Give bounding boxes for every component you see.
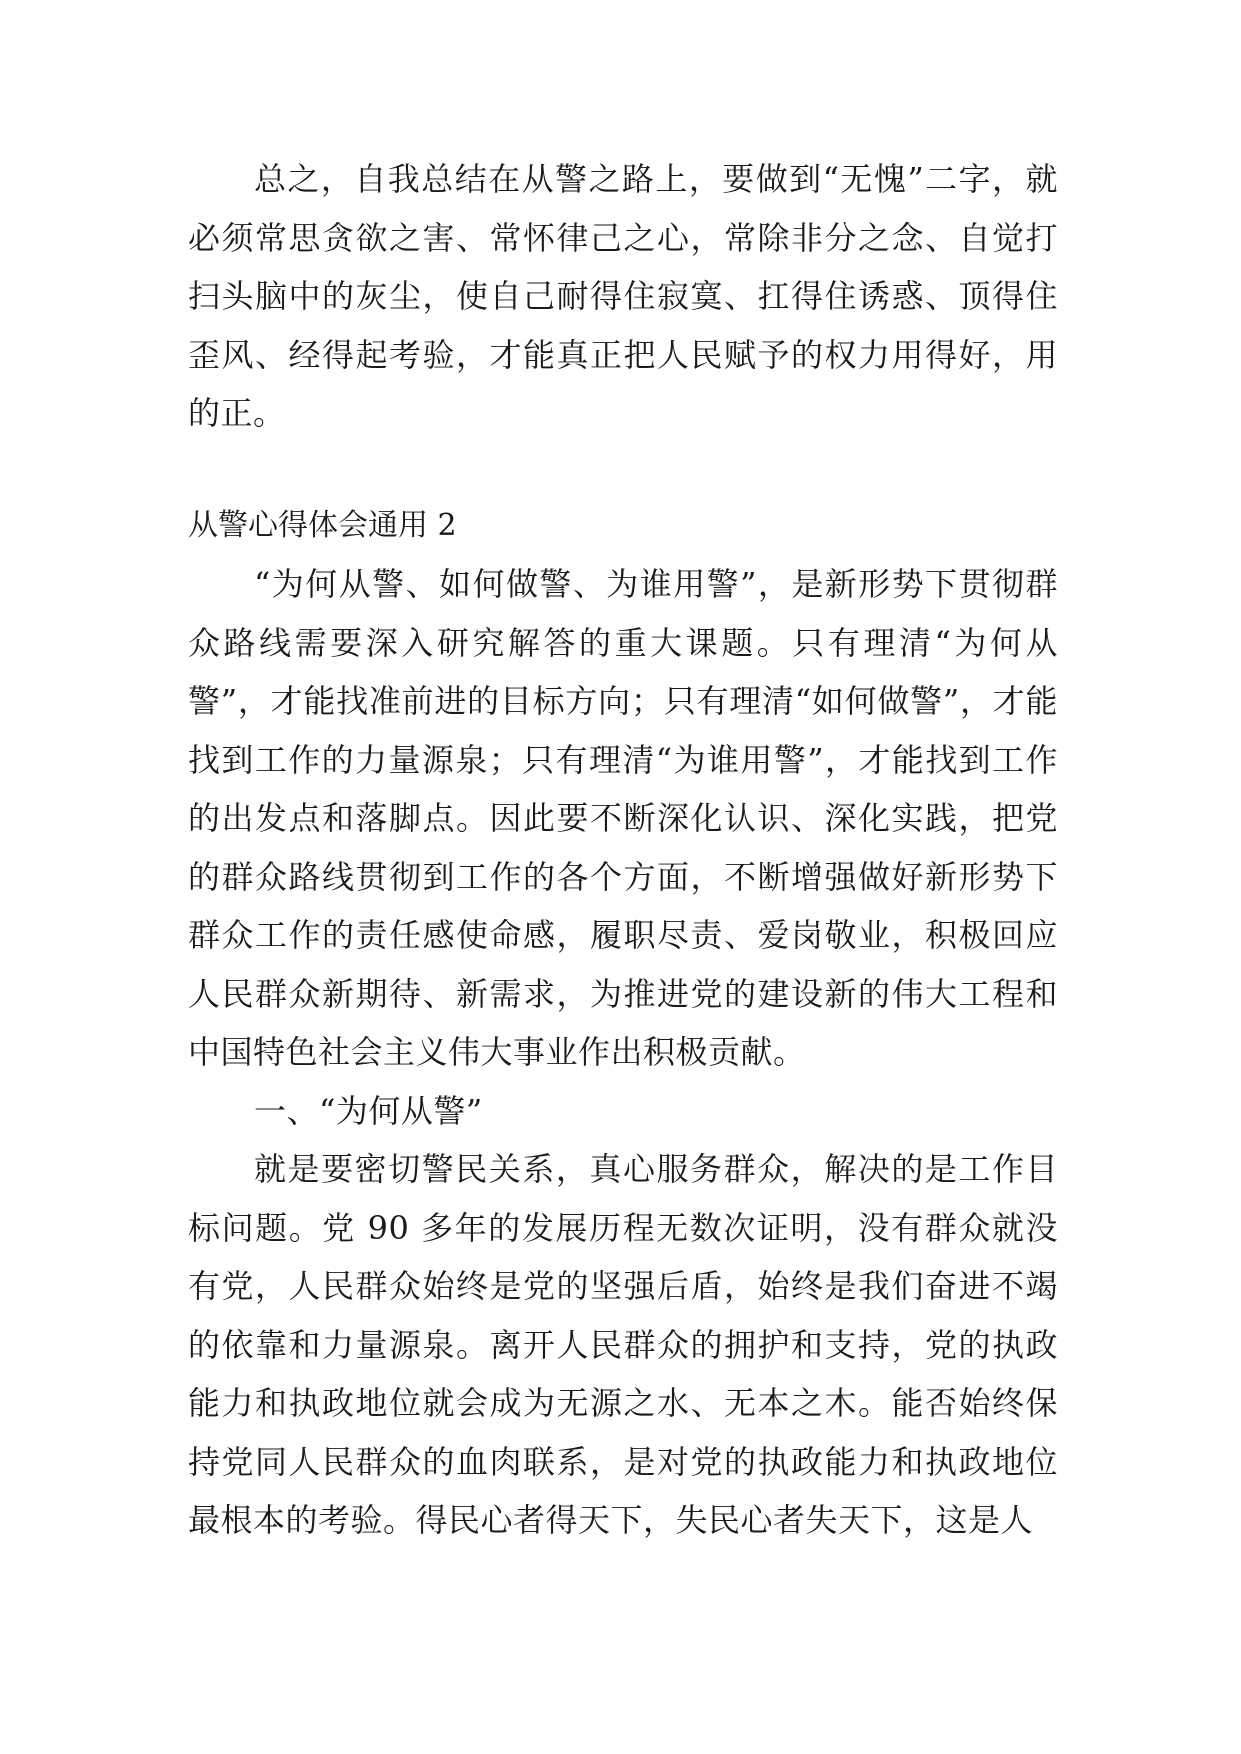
subheading-why-police: 一、“为何从警” [254, 1091, 483, 1130]
paragraph-spacer [188, 443, 1058, 497]
paragraph-intro: “为何从警、如何做警、为谁用警”，是新形势下贯彻群众路线需要深入研究解答的重大课题。只有理清“为何从警”，才能找准前进的目标方向；只有理清“如何做警”，才能找到工作的力量源泉；只有理清“为谁用警”，才能找到工作的出发点和落脚点。因此要不断深化认识、深化实践，把党的群众路线贯彻到工作的各个方面，不断增强做好新形势下群众工作的责任感使命感，履职尽责、爱岗敬业，积极回应人民群众新期待、新需求，为推进党的建设新的伟大工程和中国特色社会主义伟大事业作出积极贡献。 [188, 565, 1058, 1071]
section-title: 从警心得体会通用 2 [188, 507, 457, 543]
paragraph-conclusion: 总之，自我总结在从警之路上，要做到“无愧”二字，就必须常思贪欲之害、常怀律己之心，常除非分之念、自觉打扫头脑中的灰尘，使自己耐得住寂寞、扛得住诱惑、顶得住歪风、经得起考验，才能真正把人民赋予的权力用得好，用的正。 [188, 160, 1058, 432]
document-page [188, 150, 1058, 1550]
paragraph-why-police: 就是要密切警民关系，真心服务群众，解决的是工作目标问题。党 90 多年的发展历程无数次证明，没有群众就没有党，人民群众始终是党的坚强后盾，始终是我们奋进不竭的依靠和力量源泉。离开人民群众的拥护和支持，党的执政能力和执政地位就会成为无源之水、无本之木。能否始终保持党同人民群众的血肉联系，是对党的执政能力和执政地位最根本的考验。得民心者得天下，失民心者失天下，这是人 [188, 1150, 1058, 1539]
